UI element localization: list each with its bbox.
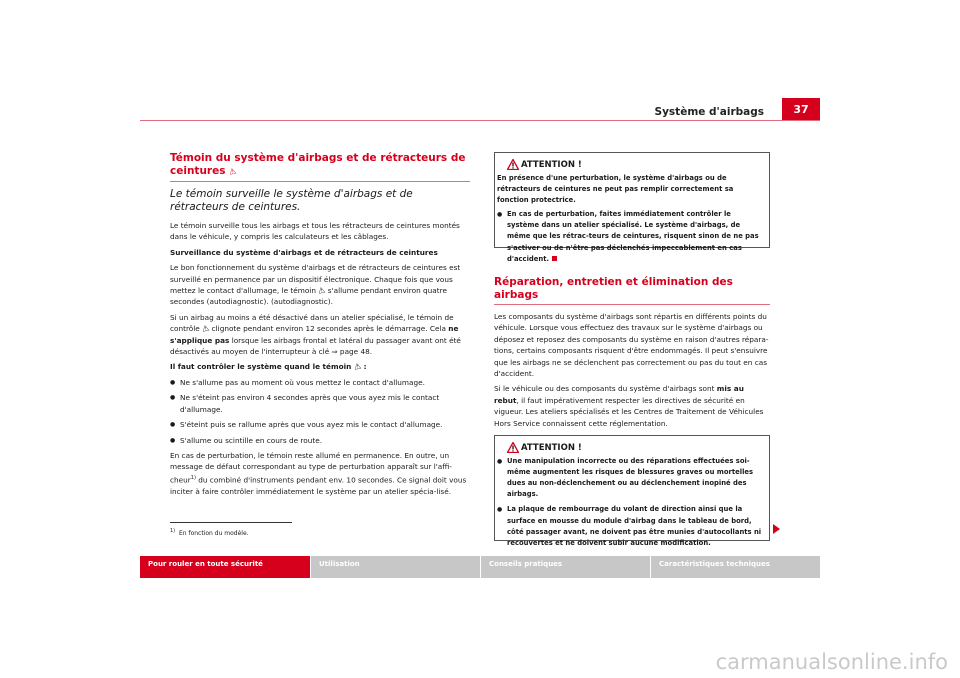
list-item: ● S'éteint puis se rallume après que vous ayez mis le contact d'allumage. <box>170 419 470 430</box>
list-item: ● S'allume ou scintille en cours de route. <box>170 435 470 446</box>
continue-arrow-icon <box>773 524 780 534</box>
tab-practical-tips[interactable]: Conseils pratiques <box>480 556 650 578</box>
tab-technical-specs[interactable]: Caractéristiques techniques <box>650 556 820 578</box>
right-column <box>494 152 770 547</box>
warning-text: En présence d'une perturbation, le système d'airbags ou de rétracteurs de ceintures ne peut pas remplir correctement sa fonction protectrice. <box>497 174 734 205</box>
list-item: ● Ne s'allume pas au moment où vous mettez le contact d'allumage. <box>170 377 470 388</box>
warning-label: ATTENTION ! <box>521 160 582 170</box>
chapter-tabs <box>140 556 820 578</box>
airbag-warning-icon: ⚠ <box>317 285 327 296</box>
warning-bullet: ● La plaque de rembourrage du volant de direction ainsi que la surface en mousse du module d'airbag dans le tableau de bord, côté passager avant, ne doivent pas être munies d'autocollants ni recouvertes et ne doivent subir aucune modification. <box>497 504 765 548</box>
watermark: carmanualsonline.info <box>715 650 948 674</box>
page-number: 37 <box>782 98 820 120</box>
airbag-warning-icon: ⚠ <box>228 165 237 177</box>
list-item: ● Ne s'éteint pas environ 4 secondes après que vous ayez mis le contact d'allumage. <box>170 392 470 415</box>
section-rule <box>494 304 770 305</box>
section-lead: Le témoin surveille le système d'airbags et de rétracteurs de ceintures. <box>170 188 413 213</box>
tab-operation[interactable]: Utilisation <box>310 556 480 578</box>
warning-box <box>494 152 770 263</box>
warning-bullet: ● Une manipulation incorrecte ou des réparations effectuées soi-même augmentent les risques de blessures graves ou mortelles dues au non-déclenchement ou au déclenchement inopiné des airbags. <box>497 456 765 500</box>
footnote: $^{1)}$ En fonction du modèle. <box>170 528 249 537</box>
subheading: Surveillance du système d'airbags et de rétracteurs de ceintures <box>170 247 438 257</box>
section-rule <box>170 181 470 182</box>
warning-box <box>494 435 770 547</box>
paragraph: Les composants du système d'airbags sont répartis en différents points du véhicule. Lorsque vous effectuez des travaux sur le système d'airbags ou déposez et reposez des composants du système en raison d'autres répara-tions, certains composants risquent d'être endommagés. Il peut s'ensuivre que les airbags ne se déclenchent pas correctement ou pas du tout en cas d'accident. <box>494 312 769 379</box>
airbag-warning-icon: ⚠ <box>201 323 211 334</box>
header-rule <box>140 120 820 121</box>
paragraph: Le témoin surveille tous les airbags et tous les rétracteurs de ceintures montés dans le véhicule, y compris les calculateurs et les câblages. <box>170 221 460 242</box>
section-title-warning-light: Témoin du système d'airbags et de rétracteurs de ceintures ⚠ <box>170 152 470 178</box>
warning-triangle-icon <box>507 159 519 170</box>
warning-triangle-icon <box>507 442 519 453</box>
paragraph: En cas de perturbation, le témoin reste allumé en permanence. En outre, un message de défaut correspondant au type de perturbation apparaît sur l'affi-cheur$^{1)}$ du combiné d'instruments pendant env. 10 secondes. Ce signal doit vous inciter à faire contrôler immédiatement le système par un atelier spécia-lisé. <box>170 450 467 496</box>
section-title-repair: Réparation, entretien et élimination des airbags <box>494 276 733 301</box>
footnote-ref: 1) <box>190 474 196 481</box>
warning-label: ATTENTION ! <box>521 443 582 454</box>
paragraph: Le bon fonctionnement du système d'airbags et de rétracteurs de ceintures est surveillé en permanence par un dispositif électronique. Chaque fois que vous mettez le contact d'allumage, le témoin ⚠ s'allume pendant environ quatre secondes (autodiagnostic). (autodiagnostic). <box>170 263 461 307</box>
subheading: Il faut contrôler le système quand le témoin ⚠ : <box>170 361 367 373</box>
airbag-warning-icon: ⚠ <box>352 361 362 373</box>
left-column <box>170 152 470 501</box>
warning-bullet: ● En cas de perturbation, faites immédiatement contrôler le système dans un atelier spécialisé. Le système d'airbags, de même que les rétrac-teurs de ceintures, risquent sinon de ne pas s'activer ou de n'être pas déclenchés impeccablement en cas d'accident. <box>497 209 765 264</box>
footnote-rule <box>170 522 292 523</box>
paragraph: Si le véhicule ou des composants du système d'airbags sont mis au rebut, il faut impérativement respecter les directives de sécurité en vigueur. Les ateliers spécialisés et les Centres de Traitement de Véhicules Hors Service connaissent cette réglementation. <box>494 384 764 428</box>
paragraph: Si un airbag au moins a été désactivé dans un atelier spécialisé, le témoin de contrôle ⚠ clignote pendant environ 12 secondes après le démarrage. Cela ne s'applique pas lorsque les airbags frontal et latéral du passager avant ont été désactivés au moyen de l'interrupteur à clé ⇒ page 48. <box>170 312 461 357</box>
end-of-section-marker <box>552 256 557 261</box>
page-header-title: Système d'airbags <box>654 106 764 118</box>
tab-safety[interactable]: Pour rouler en toute sécurité <box>140 556 310 578</box>
